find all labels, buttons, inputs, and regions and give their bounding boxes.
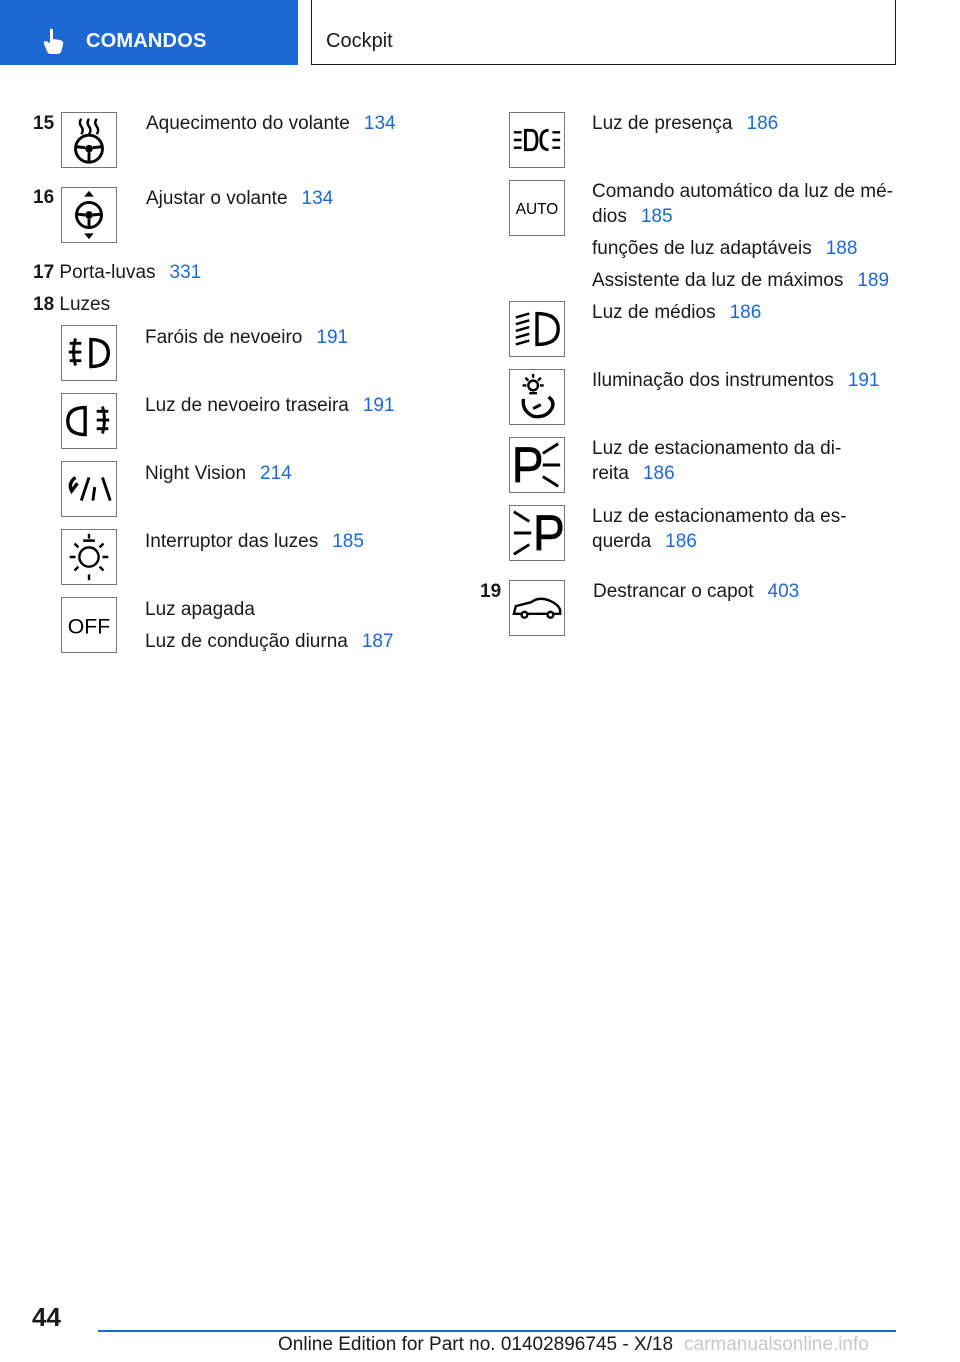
item-row: 18 Luzes xyxy=(33,294,111,315)
item-label: Faróis de nevoeiro 191 xyxy=(145,327,349,348)
item-number: 15 xyxy=(33,113,55,134)
steering-wheel-adjust-icon xyxy=(61,187,117,243)
front-fog-light-icon xyxy=(61,325,117,381)
page-link[interactable]: 191 xyxy=(362,395,395,416)
page-number: 44 xyxy=(32,1302,61,1332)
item-label: Comando automático da luz de mé- xyxy=(592,181,893,202)
light-switch-icon xyxy=(61,529,117,585)
footer-divider xyxy=(98,1330,896,1332)
chapter-box xyxy=(311,0,896,65)
page-link[interactable]: 403 xyxy=(767,581,800,602)
item-label: Ajustar o volante 134 xyxy=(146,188,334,209)
page-link[interactable]: 189 xyxy=(857,270,890,291)
item-label: Iluminação dos instrumentos 191 xyxy=(592,370,880,391)
off-lights-icon xyxy=(61,597,117,653)
item-label: Interruptor das luzes 185 xyxy=(145,531,364,552)
page-link[interactable]: 188 xyxy=(825,238,858,259)
page-link[interactable]: 191 xyxy=(847,370,880,391)
pointing-hand-icon xyxy=(42,28,66,54)
low-beam-icon xyxy=(509,301,565,357)
page-link[interactable]: 186 xyxy=(729,302,762,323)
page-link[interactable]: 191 xyxy=(316,327,349,348)
item-label: reita 186 xyxy=(592,463,675,484)
chapter-title: Cockpit xyxy=(326,30,393,52)
item-label: Luz de médios 186 xyxy=(592,302,762,323)
item-number: 16 xyxy=(33,187,55,208)
off-icon-text: OFF xyxy=(67,615,111,639)
item-label: Destrancar o capot 403 xyxy=(593,581,800,602)
auto-icon-text: AUTO xyxy=(515,200,559,218)
night-vision-icon xyxy=(61,461,117,517)
item-label: Assistente da luz de máximos 189 xyxy=(592,270,890,291)
item-label: dios 185 xyxy=(592,206,673,227)
steering-wheel-heating-icon xyxy=(61,112,117,168)
page-link[interactable]: 134 xyxy=(301,188,334,209)
hood-release-icon xyxy=(509,580,565,636)
edition-text: Online Edition for Part no. 01402896745 - X/18 xyxy=(278,1334,674,1355)
section-title: COMANDOS xyxy=(86,30,207,52)
parking-light-icon xyxy=(509,112,565,168)
item-label: querda 186 xyxy=(592,531,697,552)
page-link[interactable]: 331 xyxy=(169,262,202,283)
page-link[interactable]: 187 xyxy=(361,631,394,652)
page-link[interactable]: 134 xyxy=(363,113,396,134)
item-label: Luz apagada xyxy=(145,599,255,620)
page-link[interactable]: 186 xyxy=(665,531,697,552)
parking-light-right-icon xyxy=(509,437,565,493)
page-link[interactable]: 214 xyxy=(260,463,292,484)
page-link[interactable]: 185 xyxy=(332,531,364,552)
rear-fog-light-icon xyxy=(61,393,117,449)
page-link[interactable]: 186 xyxy=(746,113,779,134)
item-label: Luz de nevoeiro traseira 191 xyxy=(145,395,395,416)
item-label: Aquecimento do volante 134 xyxy=(146,113,396,134)
watermark: carmanualsonline.info xyxy=(684,1334,869,1355)
instrument-lighting-icon xyxy=(509,369,565,425)
item-label: Luz de condução diurna 187 xyxy=(145,631,394,652)
item-label: Luz de estacionamento da di- xyxy=(592,438,842,459)
parking-light-left-icon xyxy=(509,505,565,561)
item-label: Luz de presença 186 xyxy=(592,113,779,134)
page-link[interactable]: 186 xyxy=(642,463,675,484)
item-number: 19 xyxy=(480,581,502,602)
item-label: Luz de estacionamento da es- xyxy=(592,506,847,527)
section-tab xyxy=(0,0,298,65)
auto-light-icon xyxy=(509,180,565,236)
item-label: funções de luz adaptáveis 188 xyxy=(592,238,858,259)
page-link[interactable]: 185 xyxy=(640,206,673,227)
item-label: Night Vision 214 xyxy=(145,463,292,484)
item-row: 17 Porta-luvas 331 xyxy=(33,262,202,283)
